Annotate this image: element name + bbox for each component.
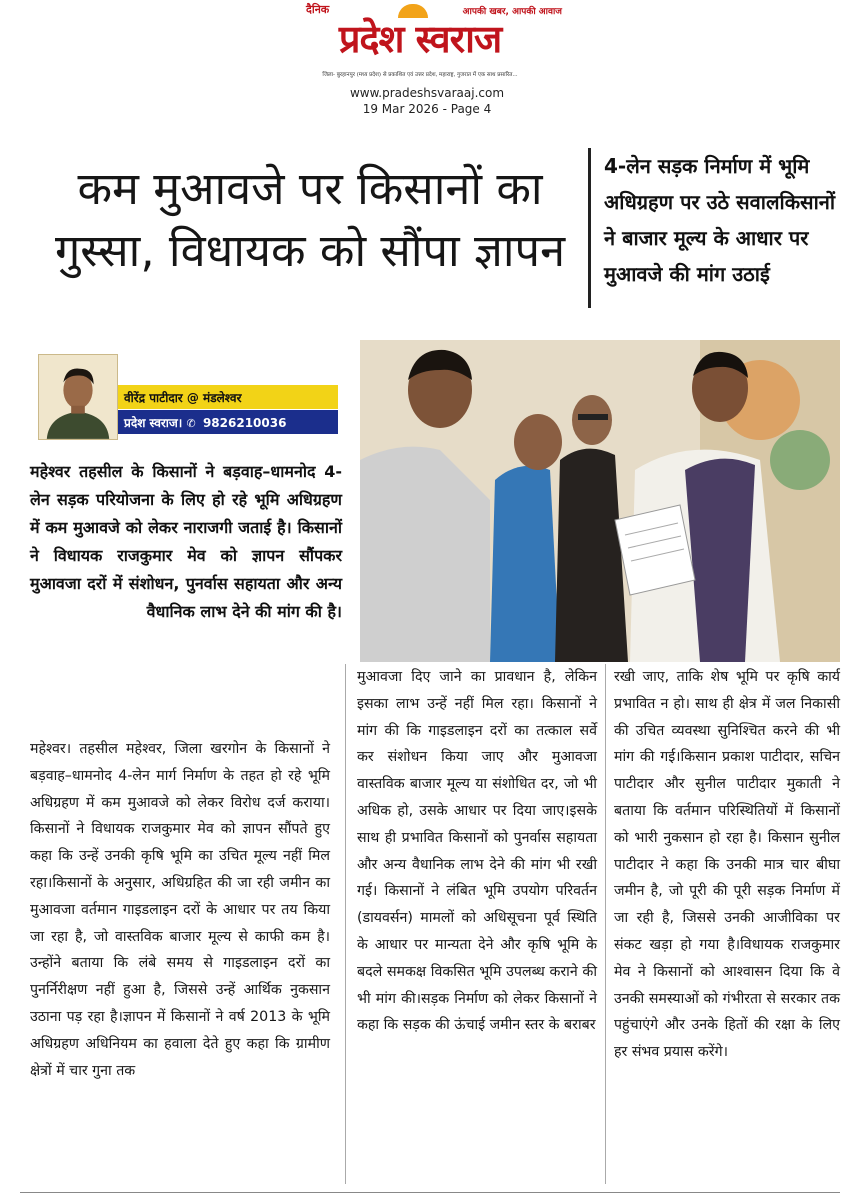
masthead-subline: जिला- बुरहानपुर (मध्य प्रदेश) से प्रकाशित एवं उत्तर प्रदेश, महाराष्ट्र, गुजरात में एक साथ प्रसारित... xyxy=(322,72,518,78)
masthead-small-label: दैनिक xyxy=(306,3,330,16)
reporter-phone: 9826210036 xyxy=(202,416,287,430)
reporter-portrait-icon xyxy=(39,355,117,439)
website-url[interactable]: www.pradeshsvaraaj.com xyxy=(349,86,505,100)
article-photo xyxy=(360,340,840,662)
article-headline: कम मुआवजे पर किसानों का गुस्सा, विधायक को सौंपा ज्ञापन xyxy=(54,162,566,277)
memorandum-handover-photo-icon xyxy=(360,340,840,662)
publication-name: प्रदेश स्वराज। xyxy=(124,416,183,430)
masthead xyxy=(270,0,570,90)
reporter-name: वीरेंद्र पाटीदार @ मंडलेश्वर xyxy=(118,385,338,409)
page-bottom-rule xyxy=(20,1192,840,1193)
column-divider-2 xyxy=(605,664,606,1184)
article-lead: महेश्वर तहसील के किसानों ने बड़वाह–धामनोद 4-लेन सड़क परियोजना के लिए हो रहे भूमि अधिग्रहण में कम मुआवजे को लेकर नाराजगी जताई है। किसानों ने विधायक राजकुमार मेव को ज्ञापन सौंपकर मुआवजा दरों में संशोधन, पुनर्वास सहायता और अन्य वैधानिक लाभ देने की मांग की है। xyxy=(30,462,342,621)
article-column-1: महेश्वर। तहसील महेश्वर, जिला खरगोन के किसानों ने बड़वाह–धामनोद 4-लेन मार्ग निर्माण के तहत हो रहे भूमि अधिग्रहण में कम मुआवजे को लेकर विरोध दर्ज कराया। किसानों ने विधायक राजकुमार मेव को ज्ञापन सौंपते हुए कहा कि उन्हें उनकी कृषि भूमि का उचित मूल्य नहीं मिल रहा।किसानों के अनुसार, अधिग्रहित की जा रही जमीन का मुआवजा वर्तमान गाइडलाइन दरों के आधार पर तय किया जा रहा है, जो वास्तविक बाजार मूल्य से काफी कम है। उन्होंने बताया कि लंबे समय से गाइडलाइन दरों का पुनर्निरीक्षण नहीं हुआ है, जिससे उन्हें आर्थिक नुकसान उठाना पड़ रहा है।ज्ञापन में किसानों ने वर्ष 2013 के भूमि अधिग्रहण अधिनियम का हवाला देते हुए कहा कि ग्रामीण क्षेत्रों में चार गुना तक xyxy=(30,741,330,1079)
headline-divider xyxy=(588,148,591,308)
column-divider-1 xyxy=(345,664,346,1184)
reporter-contact xyxy=(118,410,338,434)
article-subheadline: 4-लेन सड़क निर्माण में भूमि अधिग्रहण पर उठे सवालकिसानों ने बाजार मूल्य के आधार पर मुआवजे की मांग उठाई xyxy=(604,154,836,286)
article-column-3: रखी जाए, ताकि शेष भूमि पर कृषि कार्य प्रभावित न हो। साथ ही क्षेत्र में जल निकासी की उचित व्यवस्था सुनिश्चित करने की भी मांग की गई।किसान प्रकाश पाटीदार, सचिन पाटीदार और सुनील पाटीदार मुकाती ने बताया कि वर्तमान परिस्थितियों में किसानों को भारी नुकसान हो रहा है। किसान सुनील पाटीदार ने कहा कि उनकी मात्र चार बीघा जमीन है, जो पूरी की पूरी सड़क निर्माण में जा रही है, जिससे उनकी आजीविका पर संकट खड़ा हो गया है।विधायक राजकुमार मेव ने किसानों को आश्वासन दिया कि वे उनकी समस्याओं को गंभीरता से सरकार तक पहुंचाएंगे और उनके हितों की रक्षा के लिए हर संभव प्रयास करेंगे। xyxy=(614,669,840,1061)
newspaper-title: प्रदेश स्वराज xyxy=(338,17,502,61)
phone-icon: ✆ xyxy=(186,417,196,430)
article-column-2: मुआवजा दिए जाने का प्रावधान है, लेकिन इसका लाभ उन्हें नहीं मिल रहा। किसानों ने मांग की कि गाइडलाइन दरों का तत्काल सर्वे कर संशोधन किया जाए और मुआवजा वास्तविक बाजार मूल्य या संशोधित दर, जो भी अधिक हो, उसके आधार पर दिया जाए।इसके साथ ही प्रभावित किसानों को पुनर्वास सहायता और अन्य वैधानिक लाभ देने की मांग भी रखी गई। किसानों ने लंबित भूमि उपयोग परिवर्तन (डायवर्सन) मामलों को अधिसूचना पूर्व स्थिति के आधार पर मान्यता देने और कृषि भूमि के बदले समकक्ष विकसित भूमि उपलब्ध कराने की भी मांग की।सड़क निर्माण को लेकर किसानों ने कहा कि सड़क की ऊंचाई जमीन स्तर के बराबर xyxy=(357,669,597,1034)
reporter-avatar xyxy=(38,354,118,440)
date-page: 19 Mar 2026 - Page 4 xyxy=(362,102,492,116)
masthead-tagline: आपकी खबर, आपकी आवाज xyxy=(462,7,562,17)
